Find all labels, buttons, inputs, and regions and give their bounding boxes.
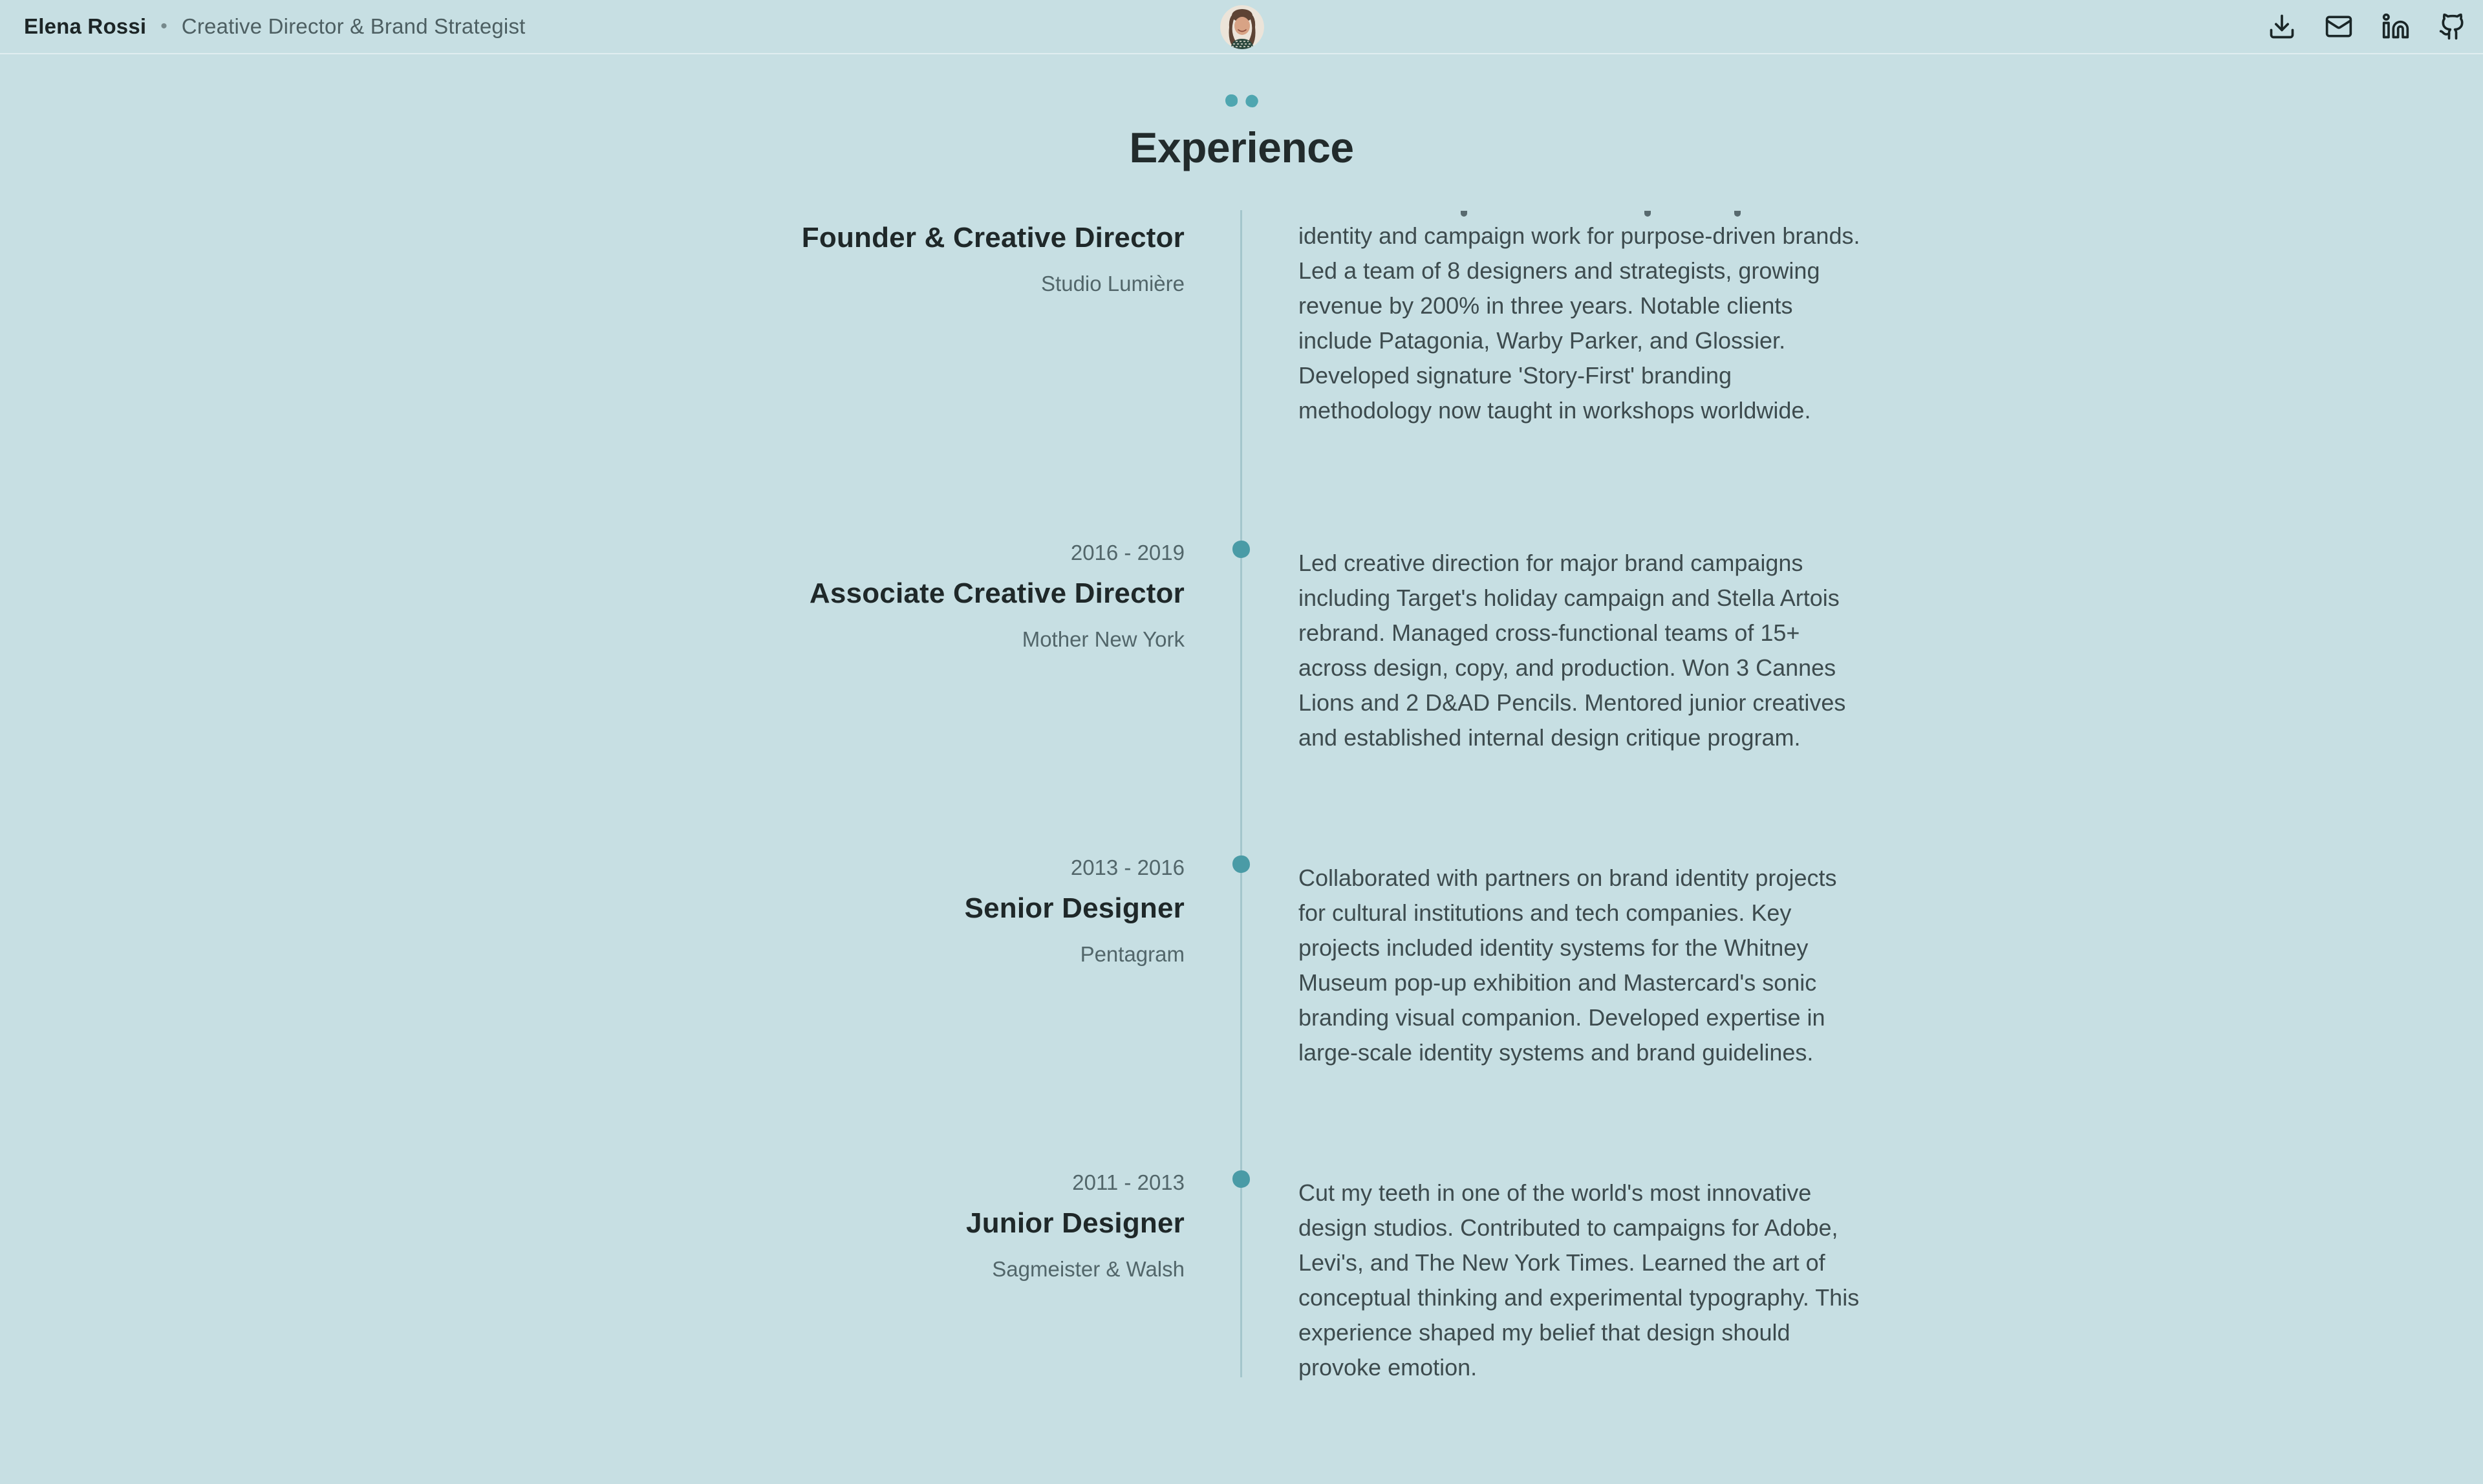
timeline-node-dot — [1232, 541, 1250, 558]
clipped-text-artifact — [1734, 211, 1741, 217]
job-title: Associate Creative Director — [809, 577, 1185, 609]
entry-meta — [603, 539, 1185, 653]
experience-entry — [0, 854, 2483, 1169]
date-range: 2013 - 2016 — [1070, 855, 1185, 879]
header-identity — [24, 0, 526, 53]
clipped-text-artifact — [1461, 211, 1467, 217]
mail-button[interactable] — [2325, 12, 2353, 41]
site-owner-role: Creative Director & Brand Strategist — [181, 14, 526, 38]
github-button[interactable] — [2438, 12, 2467, 41]
timeline-node-dot — [1232, 1170, 1250, 1188]
section-title: Experience — [1129, 124, 1354, 171]
experience-entry — [0, 217, 2483, 532]
company-name: Mother New York — [1022, 627, 1185, 651]
company-name: Pentagram — [1080, 942, 1185, 966]
date-range: 2011 - 2013 — [1072, 1170, 1185, 1194]
job-title: Senior Designer — [964, 892, 1185, 924]
job-description: Cut my teeth in one of the world's most innovative design studios. Contributed to campaigns for Adobe, Levi's, and The New York Times. Learned the art of conceptual thinking and experimental typography. This experience shaped my belief that design should provoke emotion. — [1298, 1179, 1860, 1381]
header-separator-dot: • — [160, 16, 167, 37]
download-icon — [2268, 12, 2296, 41]
section-accent-dots — [0, 94, 2483, 110]
entry-meta — [603, 1169, 1185, 1283]
mail-icon — [2325, 12, 2353, 41]
company-name: Studio Lumière — [1041, 272, 1185, 296]
job-description: Led creative direction for major brand campaigns including Target's holiday campaign and Stella Artois rebrand. Managed cross-functional teams of 15+ across design, copy, and production. Won 3 Cannes Lions and 2 D&AD Pencils. Mentored junior creatives and established internal design critique program. — [1298, 550, 1846, 751]
linkedin-button[interactable] — [2381, 12, 2410, 41]
clipped-text-artifact — [1644, 211, 1651, 217]
page-header — [0, 0, 2483, 54]
avatar[interactable] — [1220, 5, 1264, 49]
experience-entry — [0, 539, 2483, 854]
job-description: identity and campaign work for purpose-driven brands. Led a team of 8 designers and strategists, growing revenue by 200% in three years. Notable clients include Patagonia, Warby Parker, and Glossier. Developed signature 'Story-First' branding methodology now taught in workshops worldwide. — [1298, 222, 1860, 424]
job-description: Collaborated with partners on brand identity projects for cultural institutions and tech companies. Key projects included identity systems for the Whitney Museum pop-up exhibition and Mastercard's sonic branding visual companion. Developed expertise in large-scale identity systems and brand guidelines. — [1298, 865, 1837, 1066]
header-actions — [2268, 0, 2467, 53]
entry-meta — [603, 221, 1185, 297]
linkedin-icon — [2381, 12, 2410, 41]
accent-dot — [1225, 94, 1238, 107]
company-name: Sagmeister & Walsh — [992, 1257, 1185, 1281]
accent-dot — [1243, 92, 1260, 109]
github-icon — [2438, 12, 2467, 41]
date-range: 2016 - 2019 — [1070, 541, 1185, 565]
job-title: Founder & Creative Director — [801, 222, 1185, 253]
experience-entry — [0, 1169, 2483, 1484]
job-title: Junior Designer — [966, 1207, 1185, 1239]
timeline-node-dot — [1232, 855, 1250, 873]
site-owner-name: Elena Rossi — [24, 14, 147, 38]
download-button[interactable] — [2268, 12, 2296, 41]
entry-meta — [603, 854, 1185, 968]
